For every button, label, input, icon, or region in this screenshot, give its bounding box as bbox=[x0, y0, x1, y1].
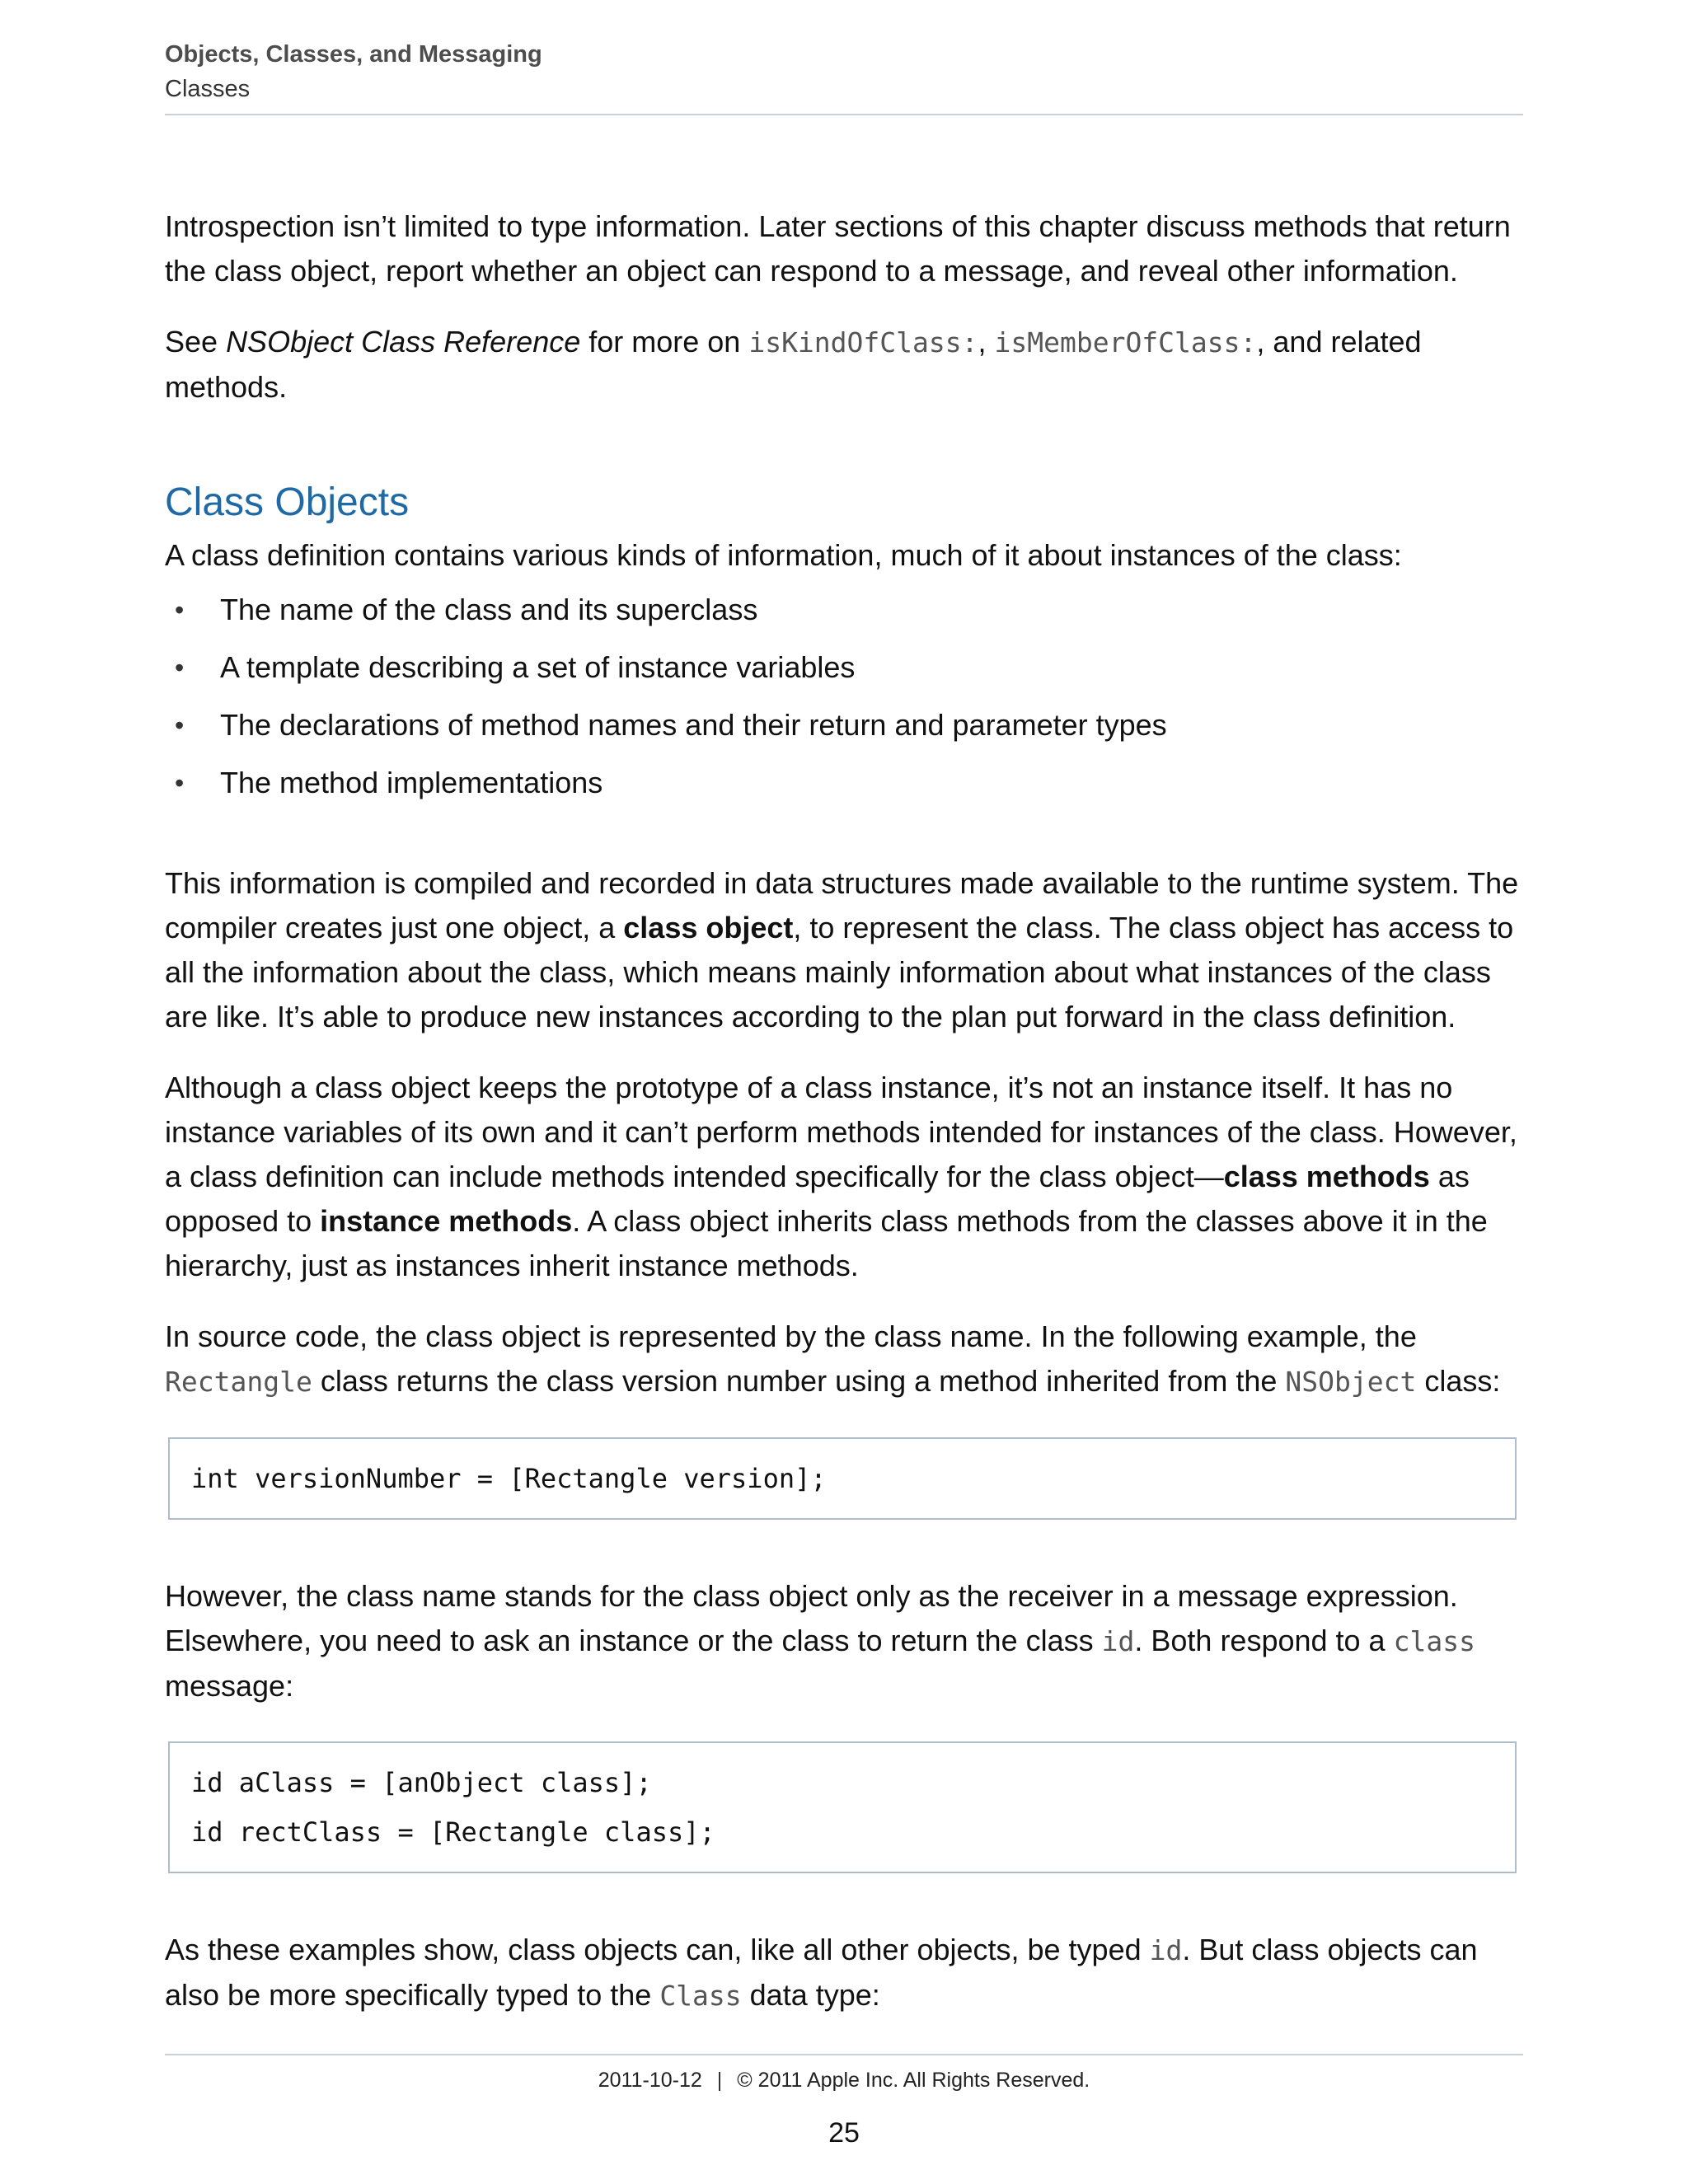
prototype-paragraph bbox=[165, 1066, 1523, 1288]
bullet-icon: • bbox=[175, 710, 185, 740]
see-middle: for more on bbox=[580, 325, 749, 359]
header-divider bbox=[165, 114, 1523, 115]
however-text-2: . Both respond to a bbox=[1134, 1624, 1394, 1657]
code-line: id aClass = [anObject class]; bbox=[191, 1767, 652, 1798]
bullet-list bbox=[165, 588, 1523, 805]
info-text-2: , to represent the class. The class object has access to all the information about the class, which means mainly information about what instances of the class are like. It’s able to produce new instances according to the plan put forward in the class definition. bbox=[165, 911, 1514, 1033]
see-reference-paragraph bbox=[165, 320, 1523, 410]
intro-paragraph: Introspection isn’t limited to type information. Later sections of this chapter discuss methods that return the class object, report whether an object can respond to a message, and reveal other information. bbox=[165, 209, 1511, 288]
see-prefix: See bbox=[165, 325, 227, 359]
list-item-text: The declarations of method names and their return and parameter types bbox=[220, 708, 1167, 742]
page-footer bbox=[0, 2065, 1688, 2095]
info-text-1: This information is compiled and recorded in data structures made available to the runtime system. The compiler creates just one object, a bbox=[165, 866, 1519, 944]
inline-code-class: class bbox=[1393, 1625, 1475, 1657]
receiver-paragraph bbox=[165, 1574, 1523, 1708]
bullet-icon: • bbox=[175, 653, 185, 682]
list-item bbox=[165, 761, 1523, 805]
source-text-3: class: bbox=[1416, 1364, 1501, 1398]
list-item-text: A template describing a set of instance variables bbox=[220, 650, 856, 684]
see-suffix: , and related methods. bbox=[165, 325, 1422, 404]
footer-separator: | bbox=[716, 2069, 723, 2092]
definition-paragraph: A class definition contains various kinds of information, much of it about instances of the class: bbox=[165, 538, 1402, 572]
source-code-paragraph bbox=[165, 1315, 1523, 1404]
inline-code-nsobject: NSObject bbox=[1285, 1366, 1417, 1398]
bullet-icon: • bbox=[175, 595, 185, 625]
however-text-3: message: bbox=[165, 1669, 294, 1703]
list-item-text: The name of the class and its superclass bbox=[220, 593, 758, 626]
code-listing-class bbox=[168, 1741, 1517, 1873]
code-listing-version bbox=[168, 1437, 1517, 1520]
term-class-object: class object bbox=[623, 911, 794, 944]
although-text-3: . A class object inherits class methods from the classes above it in the hierarchy, just as instances inherit instance methods. bbox=[165, 1204, 1488, 1282]
code-line: int versionNumber = [Rectangle version]; bbox=[191, 1463, 827, 1494]
footer-date: 2011-10-12 bbox=[598, 2069, 702, 2092]
inline-code-ismemberofclass: isMemberOfClass: bbox=[994, 326, 1257, 359]
running-header bbox=[165, 38, 1523, 105]
however-text-1: However, the class name stands for the class object only as the receiver in a message expression. Elsewhere, you need to ask an instance or the class to return the class bbox=[165, 1579, 1458, 1657]
footer-copyright: © 2011 Apple Inc. All Rights Reserved. bbox=[737, 2069, 1090, 2092]
page-content bbox=[165, 204, 1523, 2018]
list-item bbox=[165, 588, 1523, 632]
inline-code-iskindofclass: isKindOfClass: bbox=[748, 326, 978, 359]
see-comma: , bbox=[978, 325, 995, 359]
footer-divider bbox=[165, 2054, 1523, 2055]
compiled-info-paragraph bbox=[165, 861, 1523, 1039]
examples-text-3: data type: bbox=[741, 1978, 880, 2012]
inline-code-id-type: id bbox=[1149, 1934, 1183, 1966]
although-text-2: as opposed to bbox=[165, 1160, 1470, 1238]
examples-text-2: . But class objects can also be more specifically typed to the bbox=[165, 1933, 1478, 2012]
typing-paragraph bbox=[165, 1928, 1523, 2018]
inline-code-id: id bbox=[1101, 1625, 1135, 1657]
term-class-methods: class methods bbox=[1223, 1160, 1430, 1193]
source-text-2: class returns the class version number using a method inherited from the bbox=[312, 1364, 1286, 1398]
header-section-title: Classes bbox=[165, 76, 251, 102]
term-instance-methods: instance methods bbox=[320, 1204, 573, 1238]
examples-text-1: As these examples show, class objects can, like all other objects, be typed bbox=[165, 1933, 1150, 1966]
list-item-text: The method implementations bbox=[220, 766, 603, 799]
section-heading: Class Objects bbox=[165, 480, 410, 524]
page-number: 25 bbox=[828, 2117, 860, 2149]
source-text-1: In source code, the class object is represented by the class name. In the following example, the bbox=[165, 1319, 1417, 1353]
reference-title: NSObject Class Reference bbox=[226, 325, 581, 359]
although-text-1: Although a class object keeps the prototype of a class instance, it’s not an instance itself. It has no instance variables of its own and it can’t perform methods intended for instances of the class. However, a class definition can include methods intended specifically for the class object— bbox=[165, 1071, 1517, 1193]
list-item bbox=[165, 703, 1523, 748]
inline-code-class-type: Class bbox=[659, 1980, 742, 2012]
list-item bbox=[165, 645, 1523, 690]
inline-code-rectangle: Rectangle bbox=[165, 1366, 312, 1398]
code-line: id rectClass = [Rectangle class]; bbox=[191, 1816, 715, 1848]
header-chapter-title: Objects, Classes, and Messaging bbox=[165, 41, 542, 68]
bullet-icon: • bbox=[175, 768, 185, 798]
